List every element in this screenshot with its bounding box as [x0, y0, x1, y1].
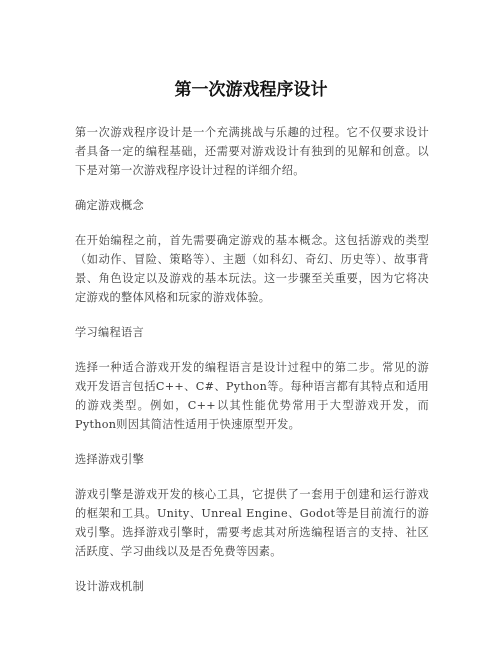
section-body-engine: 游戏引擎是游戏开发的核心工具，它提供了一套用于创建和运行游戏的框架和工具。Unity、Unreal Engine、Godot等是目前流行的游戏引擎。选择游戏引擎时，需要考虑其对所选编程语言的支持、社区活跃度、学习曲线以及是否免费等因素。 [75, 488, 429, 558]
section-body-language: 选择一种适合游戏开发的编程语言是设计过程中的第二步。常见的游戏开发语言包括C++、C#、Python等。每种语言都有其特点和适用的游戏类型。例如，C++以其性能优势常用于大型游戏开发，而Python则因其简洁性适用于快速原型开发。 [75, 361, 429, 431]
document-body [75, 123, 429, 596]
section-heading-concept: 确定游戏概念 [75, 199, 144, 212]
document-title: 第一次游戏程序设计 [174, 80, 328, 100]
section-heading-language: 学习编程语言 [75, 326, 144, 339]
intro-paragraph: 第一次游戏程序设计是一个充满挑战与乐趣的过程。它不仅要求设计者具备一定的编程基础，还需要对游戏设计有独到的见解和创意。以下是对第一次游戏程序设计过程的详细介绍。 [75, 126, 429, 177]
section-heading-engine: 选择游戏引擎 [75, 453, 144, 466]
section-heading-mechanics: 设计游戏机制 [75, 580, 144, 593]
section-body-concept: 在开始编程之前，首先需要确定游戏的基本概念。这包括游戏的类型（如动作、冒险、策略等）、主题（如科幻、奇幻、历史等）、故事背景、角色设定以及游戏的基本玩法。这一步骤至关重要，因为它将决定游戏的整体风格和玩家的游戏体验。 [75, 234, 429, 304]
